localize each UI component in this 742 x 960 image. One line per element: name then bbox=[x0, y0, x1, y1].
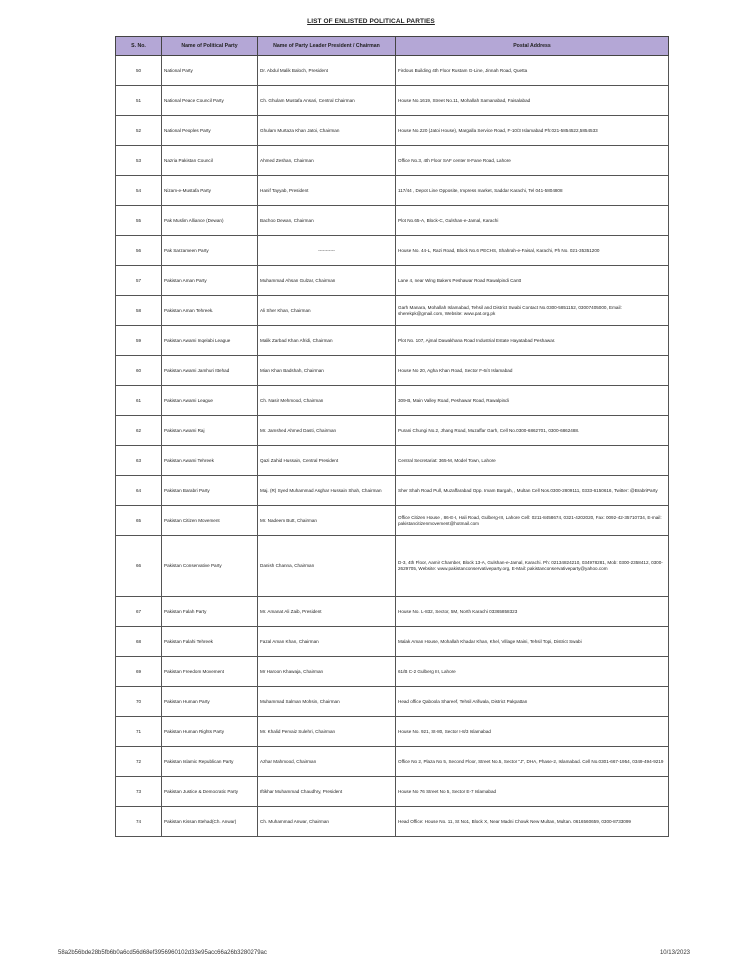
table-row bbox=[116, 176, 669, 206]
document-title: LIST OF ENLISTED POLITICAL PARTIES bbox=[307, 18, 435, 25]
party-name-cell: Pakistan Awami Raj bbox=[162, 416, 258, 446]
table-row bbox=[116, 356, 669, 386]
table-row bbox=[116, 446, 669, 476]
party-leader-cell: Maj. (R) Syed Muhammad Asghar Hussain Shah, Chairman bbox=[258, 476, 396, 506]
party-name-cell: Pakistan Justice & Democratic Party bbox=[162, 777, 258, 807]
party-leader-cell: ----------- bbox=[258, 236, 396, 266]
postal-address-cell: Sher Shah Road Pull, Muzaffarabad Opp. Imam Bargah, , Multan Cell Nos.0300-2809111, 0333-6150616, Twitter: @BrabriParty bbox=[396, 476, 669, 506]
document-hash: 58a2b56bde28b5fb6b0a6cd56d68ef3956960102d33e95acc66a26b3280279ac bbox=[58, 950, 267, 956]
table-row bbox=[116, 206, 669, 236]
serial-number-cell: 72 bbox=[116, 747, 162, 777]
table-row bbox=[116, 476, 669, 506]
party-name-cell: National Peace Council Party bbox=[162, 86, 258, 116]
party-name-cell: Pakistan Awami Tehreek bbox=[162, 446, 258, 476]
table-row bbox=[116, 86, 669, 116]
table-row bbox=[116, 236, 669, 266]
party-name-cell: Pakistan Barabri Party bbox=[162, 476, 258, 506]
party-name-cell: National Peoples Party bbox=[162, 116, 258, 146]
party-leader-cell: Ch. Ghulam Mustafa Ansari, Central Chairman bbox=[258, 86, 396, 116]
serial-number-cell: 62 bbox=[116, 416, 162, 446]
table-row bbox=[116, 597, 669, 627]
party-name-cell: Nizam-e-Mustafa Party bbox=[162, 176, 258, 206]
party-leader-cell: Hanif Tayyab, President bbox=[258, 176, 396, 206]
party-name-cell: Pakistan Citizen Movement bbox=[162, 506, 258, 536]
postal-address-cell: 61/B C-2 Gulberg III, Lahore bbox=[396, 657, 669, 687]
party-leader-cell: Ahmed Zeshan, Chairman bbox=[258, 146, 396, 176]
serial-number-cell: 64 bbox=[116, 476, 162, 506]
serial-number-cell: 53 bbox=[116, 146, 162, 176]
serial-number-cell: 55 bbox=[116, 206, 162, 236]
table-row bbox=[116, 777, 669, 807]
party-name-cell: Pak Sarzameen Party bbox=[162, 236, 258, 266]
serial-number-cell: 50 bbox=[116, 56, 162, 86]
party-leader-cell: Ch. Muhammad Anwar, Chairman bbox=[258, 807, 396, 837]
postal-address-cell: Lane 4, near Wing Bakers Peshawar Road Rawalpindi Cantt bbox=[396, 266, 669, 296]
table-row bbox=[116, 116, 669, 146]
party-leader-cell: Azhar Mahmood, Chairman bbox=[258, 747, 396, 777]
table-row bbox=[116, 296, 669, 326]
party-name-cell: Pakistan Awami League bbox=[162, 386, 258, 416]
table-row bbox=[116, 506, 669, 536]
party-name-cell: Nazria Pakistan Council bbox=[162, 146, 258, 176]
party-leader-cell: Iftikhar Muhammad Chaudhry, President bbox=[258, 777, 396, 807]
postal-address-cell: Office No 2, Plaza No 5, Second Floor, Street No.5, Sector "J", DHA, Phase-2, Islamabad. Cell No.0301-667-1954, 0349-494-9219 bbox=[396, 747, 669, 777]
table-row bbox=[116, 386, 669, 416]
serial-number-cell: 65 bbox=[116, 506, 162, 536]
party-name-cell: Pakistan Human Rights Party bbox=[162, 717, 258, 747]
table-body bbox=[116, 56, 669, 837]
party-name-cell: Pakistan Falahi Tehreek bbox=[162, 627, 258, 657]
party-leader-cell: Mr. Khalid Pervaiz Sulehri, Chairman bbox=[258, 717, 396, 747]
party-leader-cell: Mian Khan Badshah, Chairman bbox=[258, 356, 396, 386]
serial-number-cell: 70 bbox=[116, 687, 162, 717]
parties-table bbox=[115, 36, 669, 837]
table-row bbox=[116, 687, 669, 717]
party-leader-cell: Muhammad Salman Mohsin, Chairman bbox=[258, 687, 396, 717]
postal-address-cell: Firdous Building 4th Floor Rustam G-Line, Jinnah Road, Quetta bbox=[396, 56, 669, 86]
header-postal-address: Postal Address bbox=[396, 37, 669, 56]
party-name-cell: Pakistan Kissan Ittehad(Ch. Anwar) bbox=[162, 807, 258, 837]
party-leader-cell: Ghulam Murtaza Khan Jatoi, Chairman bbox=[258, 116, 396, 146]
postal-address-cell: Office No.3, 4th Floor SAF center 8-Fane Road, Lahore bbox=[396, 146, 669, 176]
serial-number-cell: 63 bbox=[116, 446, 162, 476]
header-party-name: Name of Political Party bbox=[162, 37, 258, 56]
table-row bbox=[116, 326, 669, 356]
postal-address-cell: House No 20, Agha Khan Road, Sector F-6/4 Islamabad bbox=[396, 356, 669, 386]
table-row bbox=[116, 807, 669, 837]
party-leader-cell: Mr Haroon Khawaja, Chairman bbox=[258, 657, 396, 687]
party-leader-cell: Qazi Zahid Hussain, Central President bbox=[258, 446, 396, 476]
postal-address-cell: Office Citizen House , 86-E-I, Hali Road, Gulberg-III, Lahore Cell: 0211-8458674, 0321-4202020, Fax: 0092-42-35710734, E-mail: pakistancitizenmovement@hotmail.com bbox=[396, 506, 669, 536]
serial-number-cell: 52 bbox=[116, 116, 162, 146]
serial-number-cell: 66 bbox=[116, 536, 162, 597]
party-leader-cell: Ch. Nasir Mehmood, Chairman bbox=[258, 386, 396, 416]
party-leader-cell: Bachoo Dewan, Chairman bbox=[258, 206, 396, 236]
party-name-cell: National Party bbox=[162, 56, 258, 86]
party-name-cell: Pakistan Freedom Movement bbox=[162, 657, 258, 687]
party-leader-cell: Mr. Nadeem Butt, Chairman bbox=[258, 506, 396, 536]
postal-address-cell: Purani Chungi No.2, Jhang Road, Muzaffar Garh, Cell No.0300-6862701, 0300-6862488. bbox=[396, 416, 669, 446]
table-row bbox=[116, 747, 669, 777]
table-row bbox=[116, 657, 669, 687]
party-leader-cell: Fazal Aman Khan, Chairman bbox=[258, 627, 396, 657]
table-row bbox=[116, 627, 669, 657]
party-name-cell: Pakistan Islamic Republican Party bbox=[162, 747, 258, 777]
serial-number-cell: 57 bbox=[116, 266, 162, 296]
postal-address-cell: Malak Aman House, Mohallah Khadar Khan, Khel, Village Maini, Tehsil Topi, District Swabi bbox=[396, 627, 669, 657]
party-name-cell: Pakistan Conservative Party bbox=[162, 536, 258, 597]
postal-address-cell: D-3, 4th Floor, Aamir Chamber, Block 13-A, Gulshan-e-Jamal, Karachi. Ph: 02134824210, 034978281, Mob: 0300-2358412, 0300-2629705, Website: www.pakistanconservativeparty.org, E-Mail: pakistanconservativeparty@yahoo.com bbox=[396, 536, 669, 597]
postal-address-cell: House No.220 (Jatoi House), Margalla Service Road, F-10/3 Islamabad Ph:021-5854522,5854533 bbox=[396, 116, 669, 146]
party-leader-cell: Danish Channa, Chairman bbox=[258, 536, 396, 597]
party-name-cell: Pakistan Aman Tehreek. bbox=[162, 296, 258, 326]
serial-number-cell: 61 bbox=[116, 386, 162, 416]
table-row bbox=[116, 266, 669, 296]
serial-number-cell: 60 bbox=[116, 356, 162, 386]
serial-number-cell: 51 bbox=[116, 86, 162, 116]
postal-address-cell: House No. 44-L, Razi Road, Block No.6 PECHS, Shahrah-e-Faisal, Karachi, Ph No. 021-35351200 bbox=[396, 236, 669, 266]
postal-address-cell: Garh Manara, Mohallah Islamabad, Tehsil and District Swabi Contact No.0300-5851152, 03007405000, Email: sherekpk@gmail.com, Website: www.pat.org.pk bbox=[396, 296, 669, 326]
table-row bbox=[116, 536, 669, 597]
party-name-cell: Pakistan Aman Party bbox=[162, 266, 258, 296]
header-party-leader: Name of Party Leader President / Chairman bbox=[258, 37, 396, 56]
postal-address-cell: House No. 921, St-80, Sector I-8/3 Islamabad bbox=[396, 717, 669, 747]
serial-number-cell: 59 bbox=[116, 326, 162, 356]
serial-number-cell: 69 bbox=[116, 657, 162, 687]
table-row bbox=[116, 717, 669, 747]
table-header-row bbox=[116, 37, 669, 56]
serial-number-cell: 58 bbox=[116, 296, 162, 326]
postal-address-cell: 117/44 , Depot Line Opposite, Impress market, Saddar Karachi, Tel 041-5804808 bbox=[396, 176, 669, 206]
party-leader-cell: Mr. Jamshed Ahmed Dasti, Chairman bbox=[258, 416, 396, 446]
serial-number-cell: 67 bbox=[116, 597, 162, 627]
header-serial-number: S. No. bbox=[116, 37, 162, 56]
party-leader-cell: Malik Zarbad Khan Afridi, Chairman bbox=[258, 326, 396, 356]
party-name-cell: Pak Muslim Alliance (Dewan) bbox=[162, 206, 258, 236]
table-row bbox=[116, 416, 669, 446]
postal-address-cell: Head Office: House No. 11, St No1, Block X, Near Madni Chowk New Multan, Multan. 0616560659, 0300-8733099 bbox=[396, 807, 669, 837]
postal-address-cell: House No 76 Street No 5, Sector E-7 Islamabad bbox=[396, 777, 669, 807]
party-name-cell: Pakistan Awami Inqelabi League bbox=[162, 326, 258, 356]
table-row bbox=[116, 56, 669, 86]
postal-address-cell: 309-B, Main Valley Road, Peshawar Road, Rawalpindi bbox=[396, 386, 669, 416]
serial-number-cell: 68 bbox=[116, 627, 162, 657]
party-leader-cell: Ali Sher Khan, Chairman bbox=[258, 296, 396, 326]
party-name-cell: Pakistan Human Party bbox=[162, 687, 258, 717]
party-leader-cell: Muhammad Ahsan Gulzar, Chairman bbox=[258, 266, 396, 296]
party-leader-cell: Mr. Amanat Ali Zaib, President bbox=[258, 597, 396, 627]
serial-number-cell: 74 bbox=[116, 807, 162, 837]
postal-address-cell: Head office Qaboola Shareef, Tehsil Arifwala, District Pakpattan bbox=[396, 687, 669, 717]
postal-address-cell: House No.1619, Street No.11, Mohallah Samanabad, Faisalabad bbox=[396, 86, 669, 116]
postal-address-cell: Plot No.65-A, Block-C, Gulshan-e-Jamal, Karachi bbox=[396, 206, 669, 236]
postal-address-cell: Plot No. 107, Ajmal Dawakhana Road Industrial Estate Hayatabad Peshawar. bbox=[396, 326, 669, 356]
postal-address-cell: House No. L-832, Sector, 5M, North Karachi 03365858323 bbox=[396, 597, 669, 627]
table-row bbox=[116, 146, 669, 176]
serial-number-cell: 73 bbox=[116, 777, 162, 807]
party-name-cell: Pakistan Awami Jamhuri Ittehad bbox=[162, 356, 258, 386]
party-leader-cell: Dr. Abdul Malik Baloch, President bbox=[258, 56, 396, 86]
serial-number-cell: 54 bbox=[116, 176, 162, 206]
party-name-cell: Pakistan Falah Party bbox=[162, 597, 258, 627]
postal-address-cell: Central Secretariat: 365-M, Model Town, Lahore bbox=[396, 446, 669, 476]
serial-number-cell: 71 bbox=[116, 717, 162, 747]
document-date: 10/13/2023 bbox=[659, 950, 690, 956]
serial-number-cell: 56 bbox=[116, 236, 162, 266]
